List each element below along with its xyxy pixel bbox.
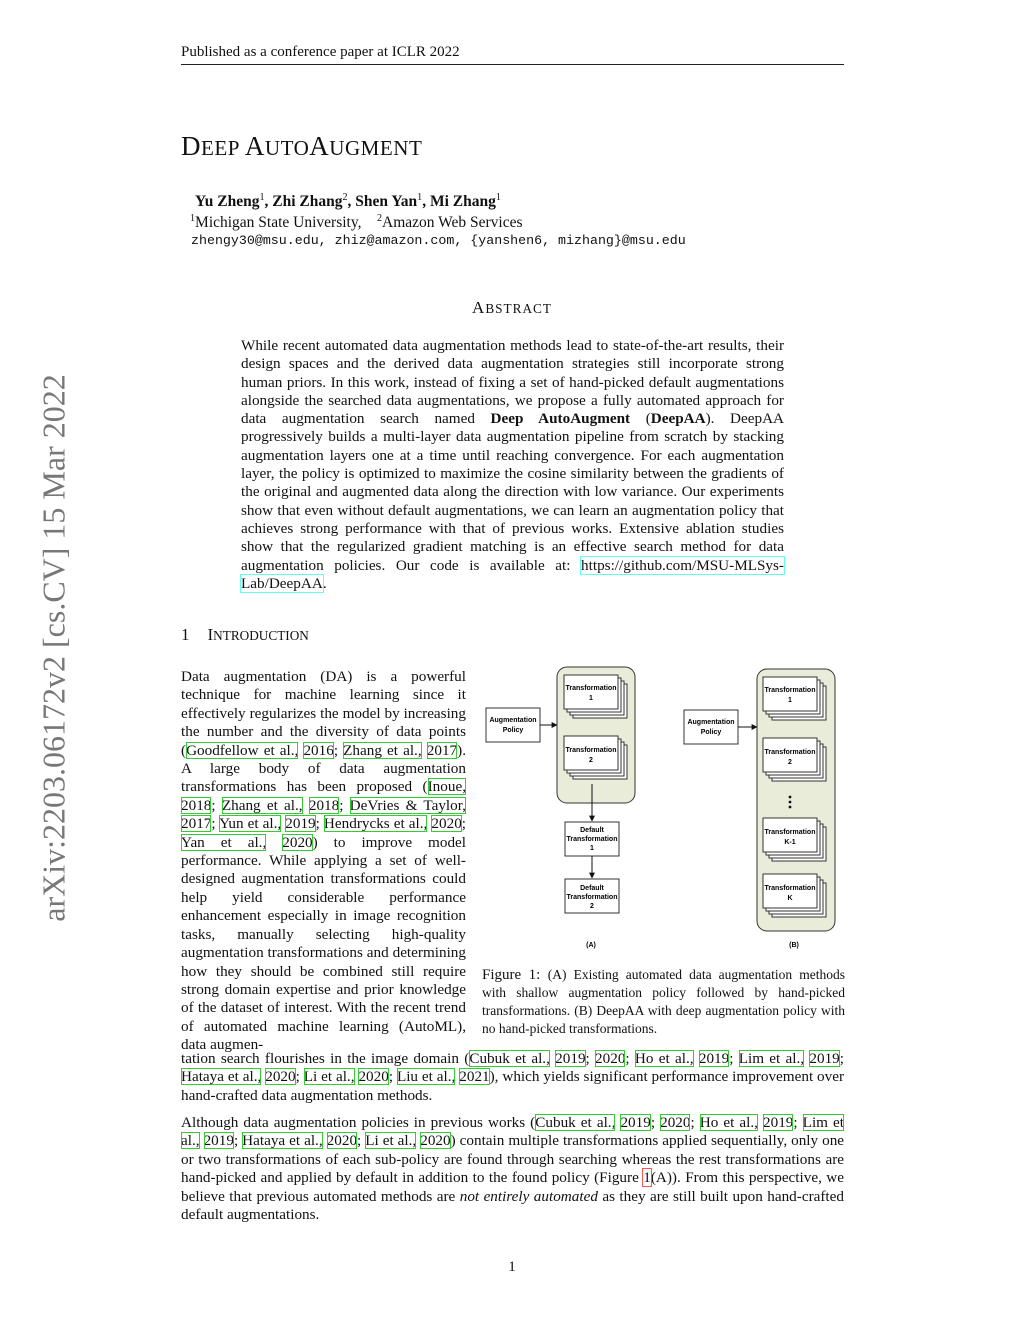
author-mark: 2	[342, 192, 348, 203]
citation-link[interactable]: Hataya et al.,	[242, 1132, 323, 1150]
figure-ref-link[interactable]: 1	[643, 1169, 651, 1187]
second-paragraph	[181, 1114, 844, 1224]
box-label: Transformation	[764, 687, 816, 694]
caption-text: (A) Existing automated data augmentation methods with shallow augmentation policy followed by hand-picked transformations. (B) DeepAA with deep augmentation policy with no hand-picked transformations.	[482, 967, 845, 1036]
author: , Mi Zhang	[422, 193, 496, 211]
citation-link[interactable]: Yan et al.,	[181, 833, 267, 851]
citation-link[interactable]: Ho et al.,	[634, 1050, 694, 1067]
citation-link[interactable]: 2018	[181, 796, 212, 814]
text: ;	[233, 1132, 243, 1150]
bold-term: Deep AutoAugment	[490, 410, 631, 428]
box-label: 2	[788, 759, 792, 766]
box-label: Transformation	[764, 885, 816, 892]
author-mark: 1	[495, 192, 501, 203]
box-label: Transformation	[565, 685, 617, 692]
citation-link[interactable]: Goodfellow et al.,	[186, 741, 299, 759]
box-label: Default	[580, 827, 604, 834]
box-label: 2	[590, 903, 594, 910]
citation-link[interactable]: 2019	[809, 1050, 840, 1067]
citation-link[interactable]: Hendrycks et al.,	[323, 815, 428, 833]
transformation-stack-a2	[564, 736, 627, 779]
heading-sc: BSTRACT	[485, 301, 552, 316]
affil-mark: 2	[376, 213, 383, 224]
text: tation search flourishes in the image domain (	[181, 1050, 470, 1067]
author-emails: zhengy30@msu.edu, zhiz@amazon.com, {yanshen6, mizhang}@msu.edu	[191, 233, 686, 248]
citation-link[interactable]: 2020	[282, 833, 313, 851]
text: While recent automated data augmentation methods lead to state-of-the-art results, their design spaces and the derived data augmentation strategies still incorporate strong human priors. In this work, instead of fixing a set of hand-picked default augmentations alongside the searched data augmentations, we propose a fully automated approach for data augmentation search named	[241, 337, 784, 428]
section-number: 1	[181, 625, 190, 644]
citation-link[interactable]: Lim et al.,	[738, 1050, 805, 1067]
header-rule	[181, 64, 844, 65]
citation-link[interactable]: 2020	[326, 1132, 358, 1150]
citation-link[interactable]: 2019	[285, 815, 316, 833]
citation-link[interactable]: 2020	[358, 1068, 389, 1086]
running-header: Published as a conference paper at ICLR 2022	[181, 44, 460, 60]
text: ;	[357, 1132, 366, 1150]
box-label: Transformation	[565, 747, 617, 754]
box-label: Transformation	[764, 829, 816, 836]
box-label: Policy	[502, 727, 524, 734]
affil-mark: 1	[190, 213, 196, 224]
text: ;	[211, 796, 222, 814]
citation-link[interactable]: 2020	[431, 815, 462, 833]
emphasis: not entirely automated	[459, 1187, 598, 1205]
text: ;	[839, 1050, 844, 1067]
citation-link[interactable]: 2021	[459, 1068, 490, 1086]
box-label: Policy	[700, 729, 722, 736]
author: Yu Zheng	[195, 193, 260, 211]
text: ;	[388, 1068, 397, 1086]
citation-link[interactable]: 2017	[181, 815, 212, 833]
text: ;	[793, 1114, 803, 1131]
panel-label-b: (B)	[789, 942, 799, 949]
box-label: Transformation	[764, 749, 816, 756]
citation-link[interactable]: Liu et al.,	[396, 1068, 456, 1086]
citation-link[interactable]: Cubuk et al.,	[535, 1114, 616, 1131]
abstract-heading	[0, 298, 1024, 318]
abstract-body	[241, 337, 784, 593]
citation-link[interactable]: Zhang et al.,	[221, 796, 303, 814]
transformation-stack-b2	[763, 738, 826, 781]
text: ). DeepAA progressively builds a multi-layer data augmentation pipeline from scratch by stacking augmentation layers one at a time until reaching convergence. For each augmentation layer, the policy is optimized to maximize the cosine similarity between the gradients of the original and augmented data along the direction with low variance. Our experiments show that even without default augmentations, we can learn an augmentation policy that achieves strong performance with that of previous works. Extensive ablation studies show that the regularized gradient matching is an effective search method for data augmentation policies. Our code is available at:	[241, 410, 785, 574]
text: ;	[295, 1068, 304, 1086]
box-label: Augmentation	[489, 717, 537, 724]
box-label: Transformation	[566, 894, 618, 901]
citation-link[interactable]: 2017	[426, 741, 458, 759]
transformation-stack-a1	[564, 675, 627, 718]
author-mark: 1	[259, 192, 265, 203]
author: , Shen Yan	[347, 193, 418, 211]
text: ). A large body of data augmentation transformations has been proposed (	[181, 741, 466, 796]
intro-paragraph	[181, 668, 466, 1055]
box-label: K-1	[784, 839, 796, 846]
citation-link[interactable]: DeVries & Taylor,	[349, 796, 466, 814]
text: ;	[729, 1050, 739, 1067]
ellipsis-dots	[789, 796, 792, 809]
text: (A)). From this perspective, we believe that previous automated methods are	[181, 1169, 845, 1205]
text: ;	[461, 815, 467, 833]
text: ) contain multiple transformations applied sequentially, only one or two transformations of each sub-policy are found through searching whereas the rest transformations are hand-picked and applied by default in addition to the found policy (Figure	[181, 1132, 845, 1187]
box-label: Transformation	[566, 836, 618, 843]
title-cap: A	[309, 131, 330, 161]
heading-cap: I	[207, 625, 214, 644]
citation-link[interactable]: Inoue,	[427, 778, 466, 796]
box-label: Augmentation	[687, 719, 735, 726]
text: (	[630, 410, 651, 428]
citation-link[interactable]: Yun et al.,	[219, 815, 282, 833]
citation-link[interactable]: Hataya et al.,	[181, 1068, 262, 1086]
text: Data augmentation (DA) is a powerful technique for machine learning since it effectively regularizes the model by increasing the number and the diversity of data points (	[181, 668, 466, 759]
heading-cap: A	[472, 298, 486, 317]
figure-1-diagram	[481, 664, 847, 954]
text: ), which yields significant performance improvement over hand-crafted data augmentation methods.	[181, 1068, 845, 1104]
code-link[interactable]: https://github.com/MSU-MLSys-Lab/DeepAA	[241, 556, 784, 592]
title-cap: D	[181, 131, 201, 161]
box-label: 1	[589, 695, 593, 702]
author-mark: 1	[417, 192, 423, 203]
affiliation: Amazon Web Services	[382, 214, 523, 232]
author-list	[195, 192, 501, 211]
citation-link[interactable]: 2019	[203, 1132, 234, 1150]
text: ) to improve model performance. While applying a set of well-designed augmentation transformations could help yield considerable performance enhancement especially in image recognition tasks, manually selecting high-quality augmentation transformations and determining how they should be combined still require strong domain expertise and prior knowledge of the dataset of interest. With the recent trend of automated machine learning (AutoML), data augmen-	[181, 833, 467, 1054]
text: ;	[211, 815, 220, 833]
text: ;	[339, 796, 350, 814]
citation-link[interactable]: 2019	[763, 1114, 794, 1131]
citation-link[interactable]: 2020	[595, 1050, 626, 1067]
title-cap: A	[244, 131, 265, 161]
text: as they are still built upon hand-crafted default augmentations.	[181, 1187, 844, 1224]
box-label: Default	[580, 885, 604, 892]
text: ;	[585, 1050, 596, 1067]
transformation-stack-b1	[763, 677, 826, 720]
text: ;	[690, 1114, 700, 1131]
citation-link[interactable]: 2020	[660, 1114, 691, 1131]
augmentation-policy-box-b	[684, 710, 738, 744]
panel-label-a: (A)	[586, 942, 596, 949]
citation-link[interactable]: 2019	[555, 1050, 586, 1067]
box-label: 1	[590, 845, 594, 852]
citation-link[interactable]: 2020	[265, 1068, 296, 1086]
text: Although data augmentation policies in previous works (	[181, 1114, 536, 1131]
text: ;	[625, 1050, 635, 1067]
title-sc: EEP	[201, 136, 245, 160]
text: ;	[333, 741, 344, 759]
section-heading	[181, 625, 309, 645]
arxiv-watermark: arXiv:2203.06172v2 [cs.CV] 15 Mar 2022	[35, 374, 72, 922]
caption-lead: Figure 1:	[482, 967, 548, 983]
intro-paragraph-continued	[181, 1050, 844, 1105]
text: ;	[315, 815, 324, 833]
transformation-stack-bk	[763, 874, 826, 917]
augmentation-policy-box-a	[486, 708, 540, 742]
heading-sc: NTRODUCTION	[213, 628, 309, 643]
citation-link[interactable]: 2018	[308, 796, 340, 814]
citation-link[interactable]: 2019	[698, 1050, 730, 1067]
author: , Zhi Zhang	[264, 193, 343, 211]
affiliation: Michigan State University,	[195, 214, 362, 232]
figure-caption	[482, 966, 845, 1038]
affiliations	[190, 213, 523, 232]
citation-link[interactable]: Ho et al.,	[699, 1114, 758, 1131]
text: ;	[650, 1114, 661, 1131]
citation-link[interactable]: 2020	[420, 1132, 451, 1150]
paper-title	[181, 131, 422, 162]
citation-link[interactable]: Li et al.,	[303, 1068, 355, 1086]
bold-term: DeepAA	[650, 410, 706, 428]
citation-link[interactable]: Zhang et al.,	[343, 741, 422, 759]
box-label: 2	[589, 757, 593, 764]
citation-link[interactable]: Li et al.,	[365, 1132, 417, 1150]
citation-link[interactable]: Lim et al.,	[181, 1114, 844, 1150]
citation-link[interactable]: 2019	[620, 1114, 651, 1131]
citation-link[interactable]: Cubuk et al.,	[469, 1050, 550, 1067]
title-sc: UGMENT	[329, 136, 423, 160]
text: .	[322, 574, 327, 592]
citation-link[interactable]: 2016	[303, 741, 334, 759]
title-sc: UTO	[264, 136, 310, 160]
box-label: K	[787, 895, 793, 902]
page-number: 1	[508, 1259, 516, 1275]
box-label: 1	[788, 697, 792, 704]
